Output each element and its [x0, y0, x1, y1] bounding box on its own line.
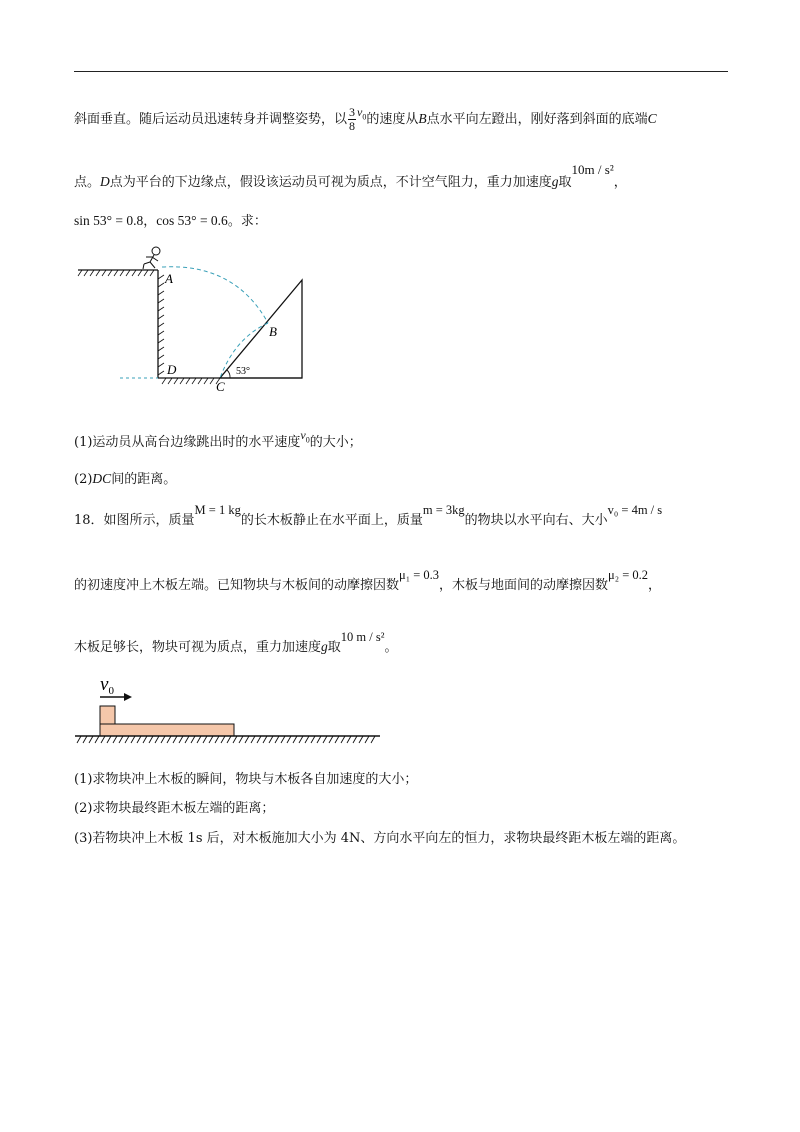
point-b: B	[418, 111, 427, 126]
fraction-3-8: $\frac{3}{8}$	[349, 105, 356, 133]
gravity-value: 10 m / s²	[340, 630, 385, 644]
q18-line-1: 18．如图所示，质量M = 1 kg的长木板静止在水平面上，质量m = 3kg的物块以水平向右、大小v₀ = 4m / s	[74, 503, 663, 528]
q18-line-2: 的初速度冲上木板左端。已知物块与木板间的动摩擦因数μ₁ = 0.3，木板与地面间的动摩擦因数μ₂ = 0.2，	[74, 568, 662, 593]
angle-label: 53°	[236, 366, 250, 377]
q17-line-3: sin 53° = 0.8，cos 53° = 0.6。求：	[74, 213, 267, 229]
slope-triangle	[220, 280, 302, 378]
q18-part-3: (3)若物块冲上木板 1s 后，对木板施加大小为 4N、方向水平向左的恒力，求物块最终距木板左端的距离。	[74, 831, 686, 846]
q17-part-2: (2)DC间的距离。	[74, 471, 177, 487]
v0-symbol: $v_0$	[357, 105, 367, 122]
mass-board: M = 1 kg	[194, 503, 241, 517]
angle-arc	[227, 370, 230, 378]
gravity-value: 10m / s²	[571, 162, 614, 177]
q18-part-1: (1)求物块冲上木板的瞬间，物块与木板各自加速度的大小；	[74, 772, 418, 787]
q17-line-1: 斜面垂直。随后运动员迅速转身并调整姿势，以 $\frac{3}{8}$ $v_0$的速度从B点水平向左蹬出，刚好落到斜面的底端C	[74, 105, 657, 133]
label-c: C	[216, 379, 225, 393]
point-d: D	[100, 174, 110, 189]
ground-hatch	[77, 736, 375, 743]
label-d: D	[167, 362, 177, 377]
q17-line-2: 点。D点为平台的下边缘点，假设该运动员可视为质点，不计空气阻力，重力加速度g取10m / s²，	[74, 162, 627, 190]
runner-icon	[143, 247, 160, 269]
block	[100, 706, 115, 724]
mu2: μ₂ = 0.2	[608, 568, 648, 582]
board	[100, 724, 234, 736]
initial-velocity: v₀ = 4m / s	[607, 503, 663, 517]
q18-part-2: (2)求物块最终距木板左端的距离；	[74, 801, 275, 816]
label-a: A	[165, 271, 173, 286]
trajectory-a-b	[162, 267, 268, 323]
platform-hatch	[78, 270, 154, 276]
v0-label: $v_0$	[100, 674, 114, 697]
cos-eq: cos 53° = 0.6	[156, 213, 228, 228]
v0-symbol: $v_0$	[300, 428, 310, 445]
mass-block: m = 3kg	[422, 503, 465, 517]
mu1: μ₁ = 0.3	[399, 568, 439, 582]
header-rule	[74, 71, 728, 72]
q17-part-1: (1)运动员从高台边缘跳出时的水平速度$v_0$的大小；	[74, 428, 362, 450]
point-c: C	[647, 111, 657, 126]
label-b: B	[269, 324, 277, 339]
q18-figure	[70, 670, 390, 750]
q18-line-3: 木板足够长，物块可视为质点，重力加速度g取10 m / s²。	[74, 630, 398, 655]
sin-eq: sin 53° = 0.8	[74, 213, 144, 228]
wall-hatch	[158, 275, 164, 375]
velocity-arrow-head-icon	[124, 693, 132, 701]
q17-figure	[70, 243, 320, 393]
ground-hatch	[162, 378, 220, 384]
text: 斜面垂直。随后运动员迅速转身并调整姿势，以	[74, 112, 348, 127]
